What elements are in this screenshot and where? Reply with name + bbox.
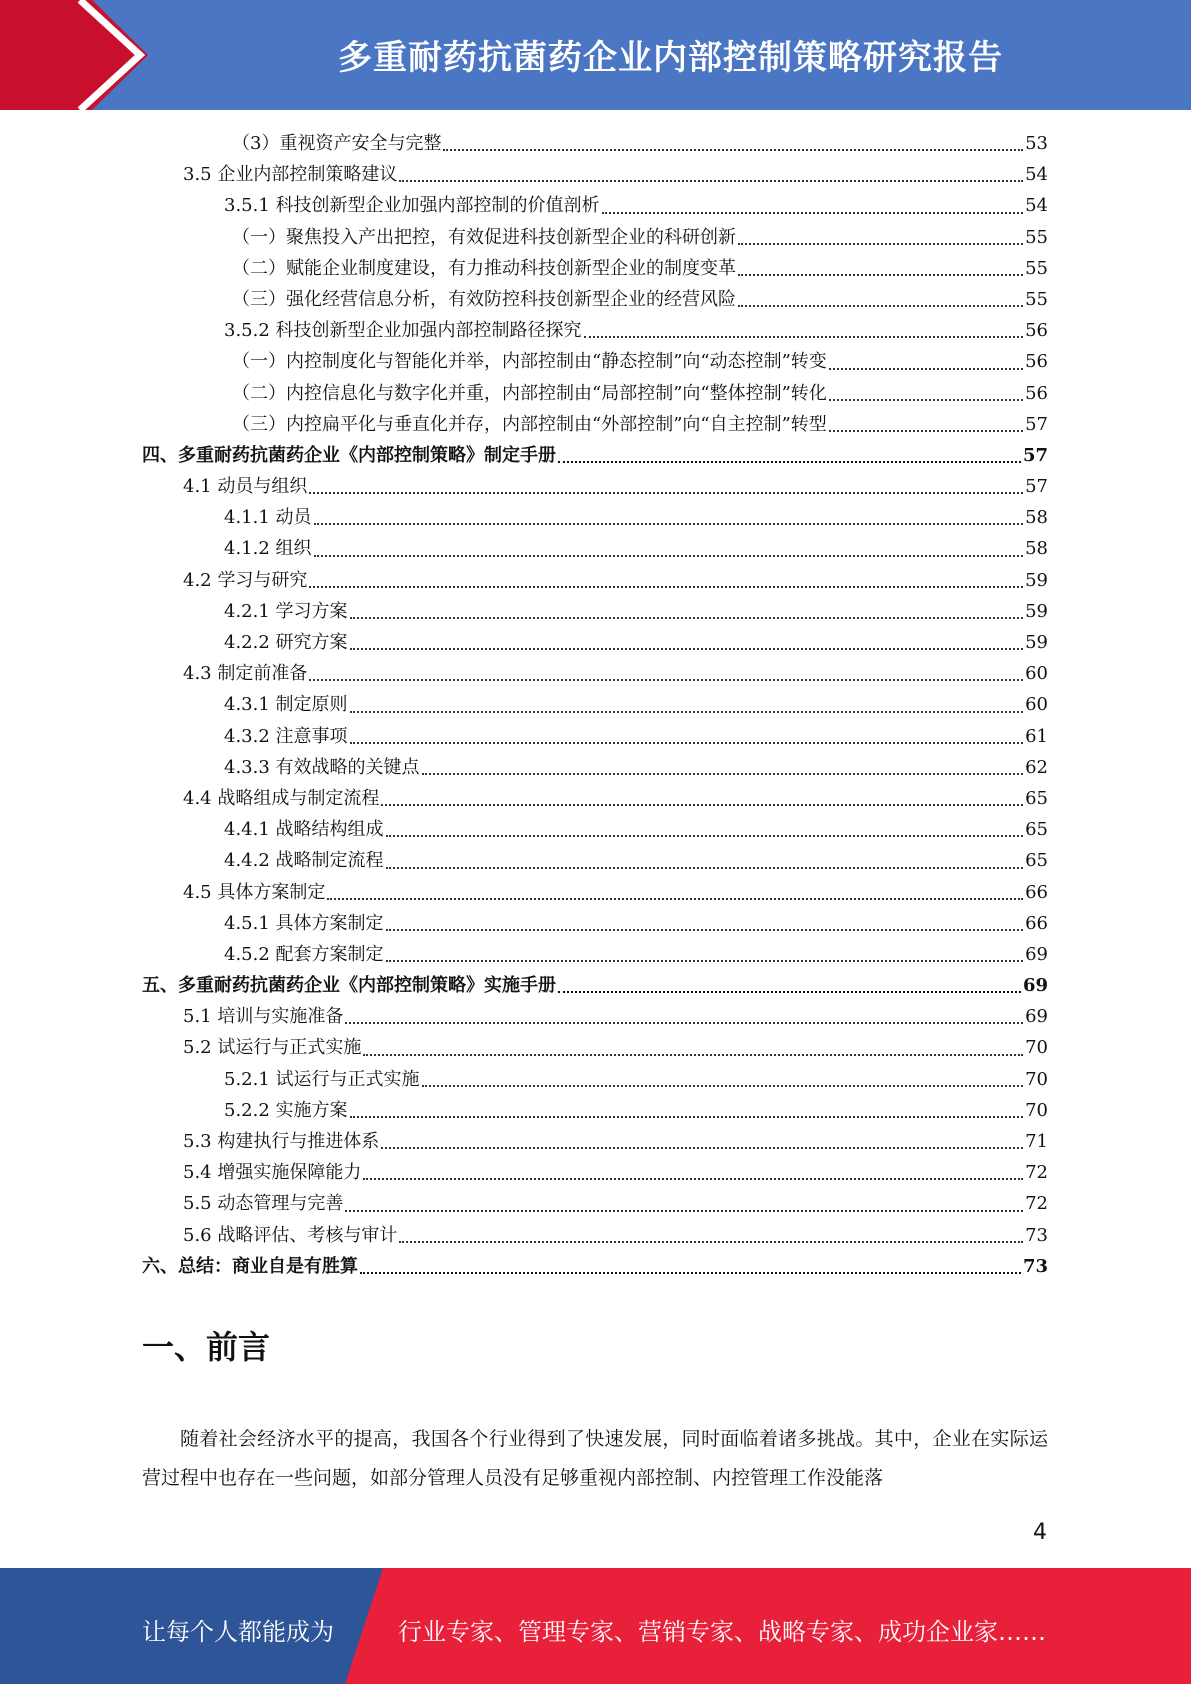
toc-entry-page: 54 [1025, 195, 1048, 217]
footer-slogan-left: 让每个人都能成为 [142, 1618, 334, 1646]
toc-dot-leader [314, 523, 1024, 525]
toc-entry[interactable] [142, 440, 1048, 471]
toc-entry-page: 65 [1025, 819, 1048, 841]
toc-entry[interactable] [142, 159, 1048, 190]
toc-entry[interactable] [142, 409, 1048, 440]
toc-dot-leader [386, 867, 1024, 869]
toc-dot-leader [309, 492, 1023, 494]
toc-entry[interactable] [142, 1251, 1048, 1282]
toc-entry[interactable] [142, 222, 1048, 253]
toc-entry-title: 3.5.2 科技创新型企业加强内部控制路径探究 [224, 320, 582, 342]
toc-dot-leader [558, 461, 1021, 463]
toc-entry-title: 4.5.1 具体方案制定 [224, 912, 384, 934]
toc-entry-page: 60 [1025, 694, 1048, 716]
body-paragraph: 随着社会经济水平的提高，我国各个行业得到了快速发展，同时面临着诸多挑战。其中，企业在实际运营过程中也存在一些问题，如部分管理人员没有足够重视内部控制、内控管理工作没能落 [142, 1428, 1048, 1489]
toc-dot-leader [386, 929, 1024, 931]
toc-entry-page: 59 [1025, 632, 1048, 653]
toc-dot-leader [829, 399, 1023, 401]
toc-entry-title: 5.3 构建执行与推进体系 [183, 1131, 380, 1152]
toc-entry-page: 66 [1025, 881, 1048, 903]
toc-dot-leader [350, 742, 1024, 744]
toc-entry-page: 59 [1025, 600, 1048, 622]
toc-entry-title: 4.3.2 注意事项 [224, 725, 348, 747]
toc-dot-leader [399, 1241, 1023, 1243]
toc-entry[interactable] [142, 1001, 1048, 1032]
toc-entry-page: 54 [1025, 164, 1048, 186]
toc-entry[interactable] [142, 1095, 1048, 1126]
toc-entry-title: 4.2 学习与研究 [183, 569, 308, 591]
toc-entry-title: 4.4.1 战略结构组成 [224, 819, 384, 841]
toc-dot-leader [738, 305, 1023, 307]
toc-dot-leader [309, 679, 1023, 681]
toc-entry[interactable] [142, 284, 1048, 315]
toc-entry-title: 4.1 动员与组织 [183, 476, 308, 498]
toc-dot-leader [350, 1116, 1024, 1118]
toc-entry[interactable] [142, 1032, 1048, 1063]
toc-entry-page: 58 [1025, 538, 1048, 560]
page-footer [0, 1568, 1191, 1684]
toc-entry-title: 5.4 增强实施保障能力 [183, 1162, 362, 1184]
table-of-contents [142, 128, 1048, 1282]
toc-dot-leader [327, 898, 1023, 900]
toc-entry-title: 五、多重耐药抗菌药企业《内部控制策略》实施手册 [142, 975, 556, 997]
toc-dot-leader [399, 180, 1023, 182]
toc-entry-page: 55 [1025, 226, 1048, 248]
toc-entry[interactable] [142, 253, 1048, 284]
toc-entry[interactable] [142, 596, 1048, 627]
toc-dot-leader [381, 804, 1023, 806]
toc-entry[interactable] [142, 1220, 1048, 1251]
toc-entry[interactable] [142, 190, 1048, 221]
toc-entry-page: 70 [1025, 1099, 1048, 1121]
toc-entry[interactable] [142, 845, 1048, 876]
toc-dot-leader [738, 274, 1023, 276]
toc-dot-leader [345, 1210, 1023, 1212]
toc-entry-page: 72 [1025, 1193, 1048, 1215]
toc-entry[interactable] [142, 533, 1048, 564]
toc-entry-title: （一）内控制度化与智能化并举，内部控制由“静态控制”向“动态控制”转变 [232, 351, 827, 373]
toc-entry-page: 56 [1025, 351, 1048, 373]
toc-dot-leader [422, 1085, 1024, 1087]
toc-entry-title: 5.2.1 试运行与正式实施 [224, 1068, 420, 1090]
toc-entry-page: 55 [1025, 288, 1048, 310]
toc-entry[interactable] [142, 1064, 1048, 1095]
toc-entry-page: 73 [1022, 1255, 1048, 1277]
toc-dot-leader [829, 430, 1023, 432]
toc-entry-title: 3.5.1 科技创新型企业加强内部控制的价值剖析 [224, 195, 600, 217]
toc-entry[interactable] [142, 627, 1048, 658]
toc-entry-title: 4.4.2 战略制定流程 [224, 850, 384, 872]
toc-entry[interactable] [142, 939, 1048, 970]
toc-entry-page: 70 [1025, 1037, 1048, 1059]
toc-dot-leader [386, 960, 1024, 962]
toc-entry[interactable] [142, 877, 1048, 908]
toc-entry[interactable] [142, 908, 1048, 939]
toc-entry[interactable] [142, 970, 1048, 1001]
toc-entry[interactable] [142, 378, 1048, 409]
toc-entry-page: 57 [1022, 444, 1048, 466]
toc-entry-page: 69 [1025, 1006, 1048, 1028]
toc-entry[interactable] [142, 346, 1048, 377]
toc-entry-page: 61 [1025, 725, 1048, 747]
toc-entry-title: 5.6 战略评估、考核与审计 [183, 1224, 398, 1246]
toc-entry-title: （3）重视资产安全与完整 [232, 133, 442, 154]
toc-dot-leader [602, 212, 1024, 214]
toc-entry-title: 4.2.2 研究方案 [224, 632, 348, 653]
toc-dot-leader [738, 243, 1023, 245]
toc-dot-leader [386, 835, 1024, 837]
toc-entry-page: 57 [1025, 476, 1048, 498]
toc-entry-title: 5.5 动态管理与完善 [183, 1193, 344, 1215]
toc-entry[interactable] [142, 315, 1048, 346]
toc-dot-leader [422, 773, 1024, 775]
page-header [0, 0, 1191, 110]
toc-entry-page: 53 [1025, 133, 1048, 154]
toc-entry-page: 71 [1025, 1131, 1048, 1152]
header-arrow-decoration [0, 0, 150, 110]
toc-entry-page: 59 [1025, 569, 1048, 591]
toc-entry[interactable] [142, 1157, 1048, 1188]
toc-entry[interactable] [142, 658, 1048, 689]
toc-entry-page: 57 [1025, 413, 1048, 435]
toc-entry-title: 4.3 制定前准备 [183, 663, 308, 685]
toc-entry-page: 73 [1025, 1224, 1048, 1246]
toc-entry-page: 56 [1025, 382, 1048, 404]
toc-entry[interactable] [142, 752, 1048, 783]
page-number: 4 [1033, 1520, 1047, 1545]
toc-entry[interactable] [142, 128, 1048, 159]
toc-entry-title: 4.5 具体方案制定 [183, 881, 326, 903]
toc-entry-title: 4.4 战略组成与制定流程 [183, 787, 380, 809]
toc-entry-title: 5.2.2 实施方案 [224, 1099, 348, 1121]
toc-entry-title: 5.1 培训与实施准备 [183, 1006, 344, 1028]
report-title: 多重耐药抗菌药企业内部控制策略研究报告 [338, 38, 1003, 78]
toc-entry[interactable] [142, 502, 1048, 533]
toc-entry-title: 4.5.2 配套方案制定 [224, 943, 384, 965]
toc-entry-page: 60 [1025, 663, 1048, 685]
toc-entry[interactable] [142, 721, 1048, 752]
toc-dot-leader [443, 149, 1023, 151]
toc-dot-leader [558, 991, 1021, 993]
toc-dot-leader [829, 368, 1023, 370]
toc-entry-title: 四、多重耐药抗菌药企业《内部控制策略》制定手册 [142, 444, 556, 466]
toc-entry-page: 56 [1025, 320, 1048, 342]
toc-dot-leader [345, 1022, 1023, 1024]
toc-entry-title: 4.1.1 动员 [224, 507, 312, 529]
toc-entry-title: 3.5 企业内部控制策略建议 [183, 164, 398, 186]
toc-dot-leader [584, 336, 1024, 338]
toc-entry-page: 65 [1025, 787, 1048, 809]
toc-dot-leader [309, 586, 1023, 588]
toc-entry-page: 65 [1025, 850, 1048, 872]
toc-entry-title: 4.3.3 有效战略的关键点 [224, 756, 420, 778]
toc-entry-page: 69 [1025, 943, 1048, 965]
toc-entry-title: 4.3.1 制定原则 [224, 694, 348, 716]
toc-entry[interactable] [142, 689, 1048, 720]
toc-entry-title: 5.2 试运行与正式实施 [183, 1037, 362, 1059]
toc-entry-page: 72 [1025, 1162, 1048, 1184]
toc-entry-title: （二）内控信息化与数字化并重，内部控制由“局部控制”向“整体控制”转化 [232, 382, 827, 404]
toc-dot-leader [363, 1178, 1023, 1180]
toc-dot-leader [314, 555, 1024, 557]
toc-entry-page: 66 [1025, 912, 1048, 934]
toc-dot-leader [350, 617, 1024, 619]
section-heading: 一、前言 [142, 1328, 271, 1366]
toc-entry[interactable] [142, 1126, 1048, 1157]
toc-entry-title: 4.1.2 组织 [224, 538, 312, 560]
toc-entry[interactable] [142, 1188, 1048, 1219]
toc-dot-leader [363, 1054, 1023, 1056]
toc-dot-leader [350, 648, 1024, 650]
toc-dot-leader [360, 1272, 1021, 1274]
toc-entry-page: 58 [1025, 507, 1048, 529]
toc-entry-title: （一）聚焦投入产出把控，有效促进科技创新型企业的科研创新 [232, 226, 736, 248]
toc-entry-title: （二）赋能企业制度建设，有力推动科技创新型企业的制度变革 [232, 257, 736, 279]
toc-entry-page: 55 [1025, 257, 1048, 279]
toc-entry[interactable] [142, 565, 1048, 596]
toc-entry-page: 62 [1025, 756, 1048, 778]
toc-entry-title: （三）强化经营信息分析，有效防控科技创新型企业的经营风险 [232, 288, 736, 310]
toc-dot-leader [381, 1147, 1023, 1149]
toc-entry-title: （三）内控扁平化与垂直化并存，内部控制由“外部控制”向“自主控制”转型 [232, 413, 827, 435]
toc-dot-leader [350, 711, 1024, 713]
footer-slogan-right: 行业专家、管理专家、营销专家、战略专家、成功企业家…… [398, 1618, 1046, 1646]
toc-entry-page: 70 [1025, 1068, 1048, 1090]
toc-entry-page: 69 [1022, 975, 1048, 997]
toc-entry-title: 六、总结：商业自是有胜算 [142, 1255, 358, 1277]
toc-entry[interactable] [142, 471, 1048, 502]
toc-entry-title: 4.2.1 学习方案 [224, 600, 348, 622]
toc-entry[interactable] [142, 814, 1048, 845]
toc-entry[interactable] [142, 783, 1048, 814]
